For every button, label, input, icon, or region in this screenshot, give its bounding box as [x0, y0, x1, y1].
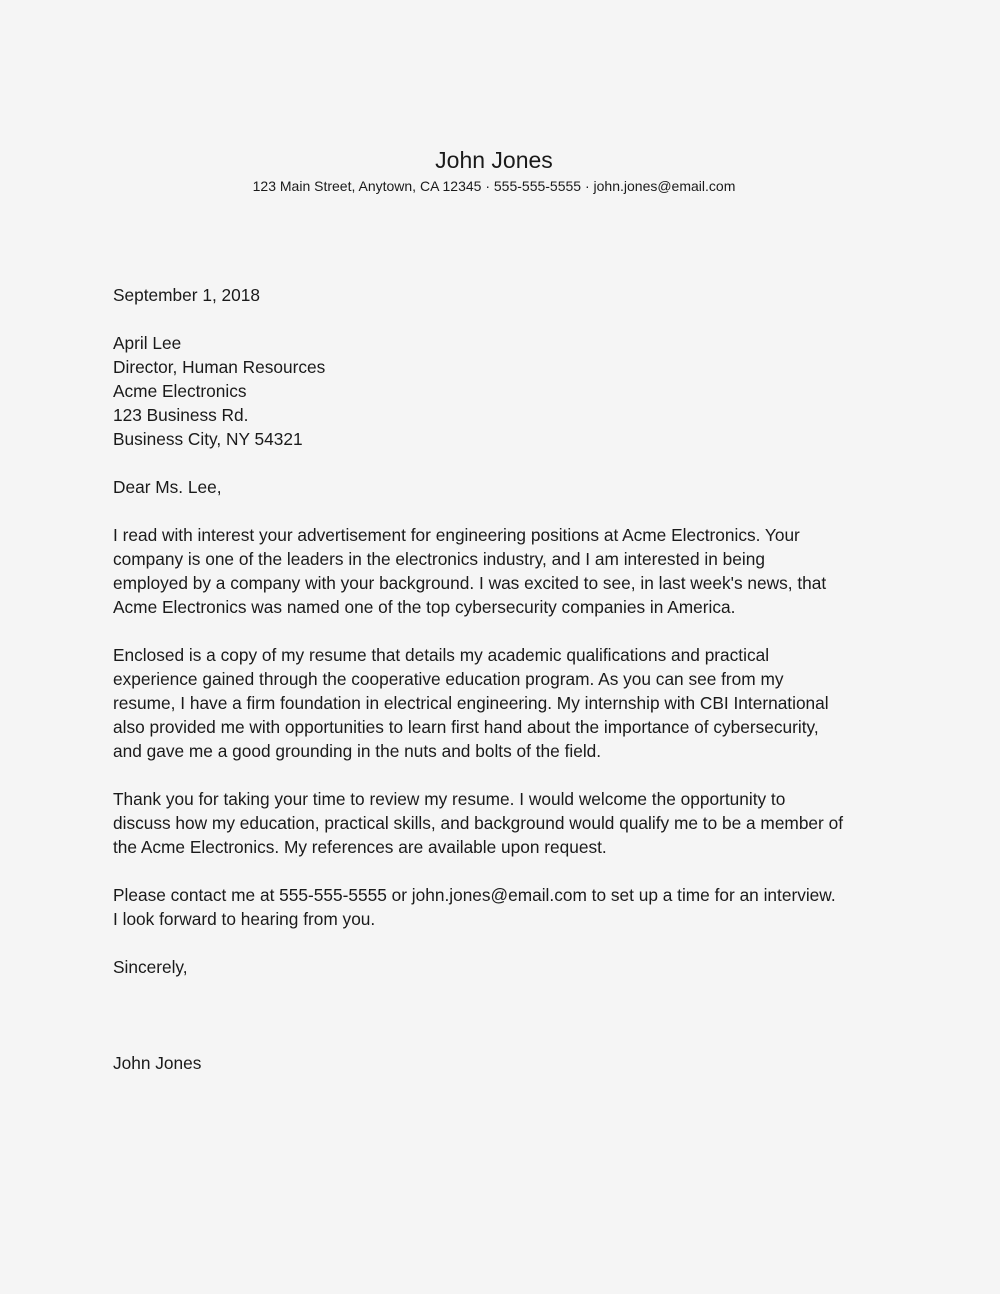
paragraph-4 [113, 883, 903, 931]
salutation: Dear Ms. Lee, [113, 477, 222, 497]
paragraph-line: Thank you for taking your time to review my resume. I would welcome the opportunity to [113, 789, 786, 809]
letterhead [0, 144, 1000, 196]
paragraph-line: I look forward to hearing from you. [113, 909, 376, 929]
paragraph-line: also provided me with opportunities to learn first hand about the importance of cybersecurity, [113, 717, 819, 737]
signature-name: John Jones [113, 1053, 202, 1073]
recipient-company: Acme Electronics [113, 381, 247, 401]
recipient-title: Director, Human Resources [113, 357, 326, 377]
paragraph-line: Acme Electronics was named one of the top cybersecurity companies in America. [113, 597, 736, 617]
paragraph-line: I read with interest your advertisement for engineering positions at Acme Electronics. Your [113, 525, 800, 545]
letter-body [113, 283, 903, 1075]
sender-contact-info: 123 Main Street, Anytown, CA 12345 · 555-555-5555 · john.jones@email.com [252, 178, 736, 194]
paragraph-line: Enclosed is a copy of my resume that details my academic qualifications and practical [113, 645, 770, 665]
paragraph-line: company is one of the leaders in the electronics industry, and I am interested in being [113, 549, 765, 569]
recipient-street: 123 Business Rd. [113, 405, 249, 425]
paragraph-line: Please contact me at 555-555-5555 or john.jones@email.com to set up a time for an interview. [113, 885, 836, 905]
paragraph-2 [113, 643, 903, 763]
paragraph-line: resume, I have a firm foundation in electrical engineering. My internship with CBI International [113, 693, 829, 713]
closing: Sincerely, [113, 957, 188, 977]
paragraph-line: experience gained through the cooperative education program. As you can see from my [113, 669, 784, 689]
paragraph-line: employed by a company with your background. I was excited to see, in last week's news, that [113, 573, 827, 593]
paragraph-line: the Acme Electronics. My references are available upon request. [113, 837, 607, 857]
recipient-address [113, 331, 903, 451]
paragraph-1 [113, 523, 903, 619]
recipient-city: Business City, NY 54321 [113, 429, 303, 449]
recipient-name: April Lee [113, 333, 182, 353]
letter-date: September 1, 2018 [113, 285, 260, 305]
paragraph-line: discuss how my education, practical skills, and background would qualify me to be a member of [113, 813, 844, 833]
paragraph-3 [113, 787, 903, 859]
sender-name: John Jones [435, 147, 553, 173]
paragraph-line: and gave me a good grounding in the nuts and bolts of the field. [113, 741, 602, 761]
